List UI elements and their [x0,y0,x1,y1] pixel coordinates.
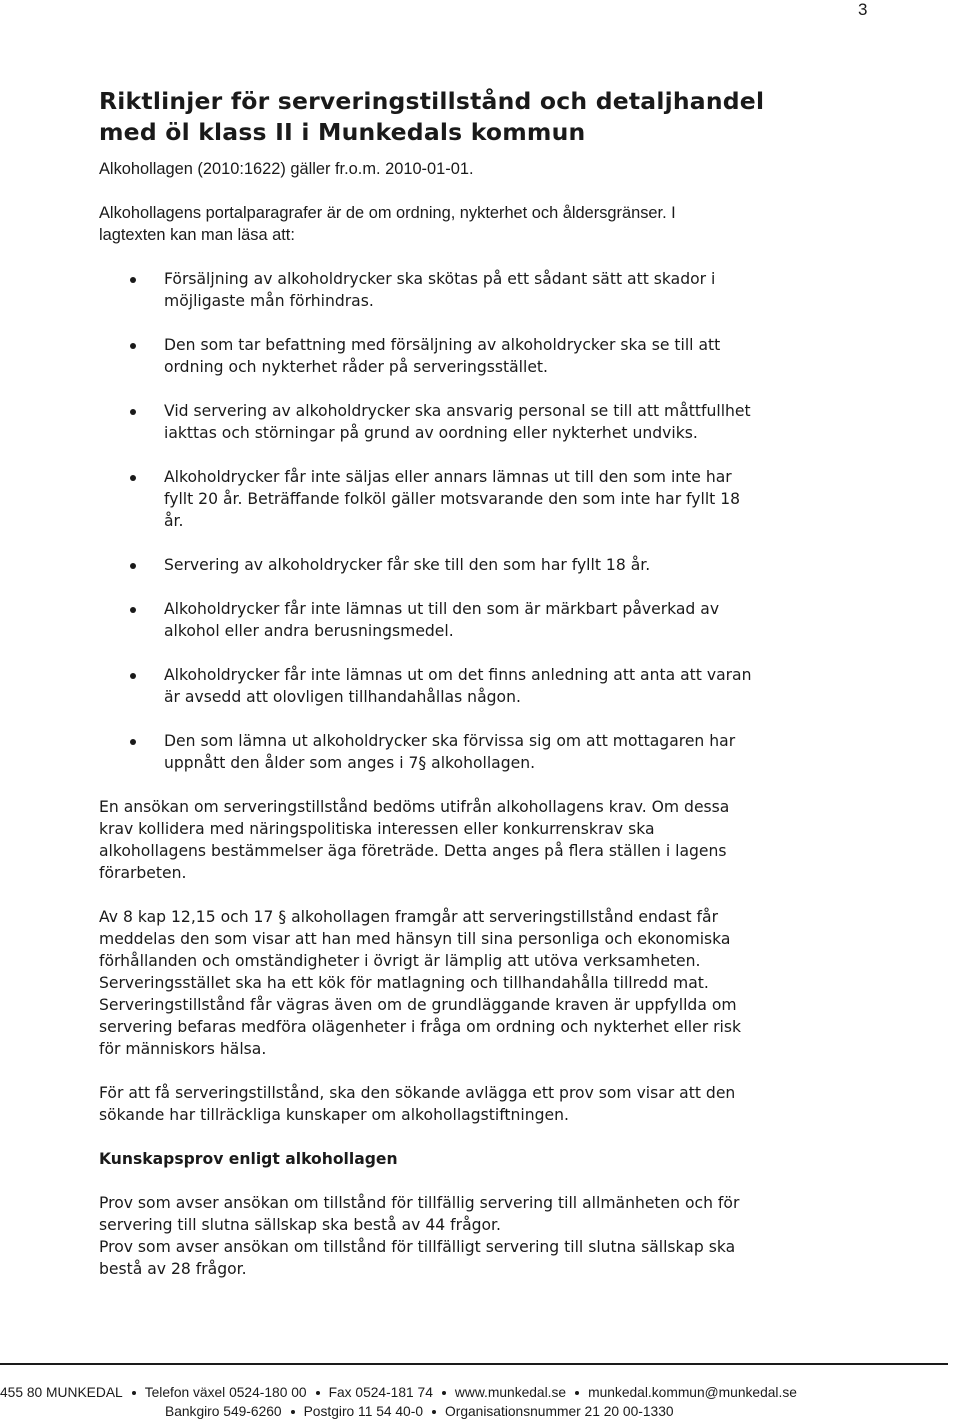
footer-divider [0,1363,948,1365]
text-line: alkohol eller andra berusningsmedel. [164,622,454,640]
document-title [99,86,839,148]
text-line: Alkoholdrycker får inte säljas eller annars lämnas ut till den som inte har [164,468,732,486]
bullet-icon [575,1391,579,1395]
bullet-icon [442,1391,446,1395]
text-line: Alkohollagens portalparagrafer är de om ordning, nykterhet och åldersgränser. I [99,204,676,222]
text-line: meddelas den som visar att han med hänsyn till sina personliga och ekonomiska [99,930,731,948]
text-line: sökande har tillräckliga kunskaper om alkohollagstiftningen. [99,1106,569,1124]
bullet-icon [130,343,136,349]
footer-fax: Fax 0524-181 74 [328,1385,433,1400]
title-line: med öl klass II i Munkedals kommun [99,118,586,146]
list-item [99,554,839,576]
text-line: Prov som avser ansökan om tillstånd för tillfällig servering till allmänheten och för [99,1194,740,1212]
test-details-paragraph [99,1192,839,1280]
text-line: Alkoholdrycker får inte lämnas ut om det finns anledning att anta att varan [164,666,752,684]
application-paragraph [99,796,839,884]
bullet-icon [130,475,136,481]
text-line: möjligaste mån förhindras. [164,292,374,310]
footer-website-link[interactable]: www.munkedal.se [454,1385,567,1400]
bullet-icon [291,1410,295,1414]
text-line: lagtexten kan man läsa att: [99,226,295,244]
text-line: För att få serveringstillstånd, ska den sökande avlägga ett prov som visar att den [99,1084,736,1102]
text-line: förhållanden och omständigheter i övrigt är lämplig att utöva verksamheten. [99,952,701,970]
list-item [99,598,839,642]
text-line: uppnått den ålder som anges i 7§ alkohollagen. [164,754,536,772]
footer-email-link[interactable]: munkedal.kommun@munkedal.se [588,1385,797,1400]
text-line: bestå av 28 frågor. [99,1260,247,1278]
text-line: Prov som avser ansökan om tillstånd för tillfälligt servering till slutna sällskap ska [99,1238,736,1256]
footer-bankgiro: Bankgiro 549-6260 [165,1404,282,1419]
footer-postgiro: Postgiro 11 54 40-0 [303,1404,423,1419]
bullet-icon [316,1391,320,1395]
list-item [99,400,839,444]
bullet-icon [130,673,136,679]
bullet-icon [432,1410,436,1414]
title-line: Riktlinjer för serveringstillstånd och detaljhandel [99,87,765,115]
text-line: En ansökan om serveringstillstånd bedöms utifrån alkohollagens krav. Om dessa [99,798,730,816]
list-item [99,730,839,774]
text-line: fyllt 20 år. Beträffande folköl gäller motsvarande den som inte har fyllt 18 [164,490,741,508]
text-line: Serveringsstället ska ha ett kök för matlagning och tillhandahålla tillredd mat. [99,974,709,992]
bullet-icon [130,563,136,569]
bullet-icon [132,1391,136,1395]
footer-bank-row [165,1403,960,1421]
section-heading: Kunskapsprov enligt alkohollagen [99,1150,398,1168]
text-line: år. [164,512,184,530]
bullet-icon [130,739,136,745]
text-line: servering befaras medföra olägenheter i fråga om ordning och nykterhet eller risk [99,1018,741,1036]
text-line: Vid servering av alkoholdrycker ska ansvarig personal se till att måttfullhet [164,402,751,420]
list-item [99,268,839,312]
text-line: Försäljning av alkoholdrycker ska skötas på ett sådant sätt att skador i [164,270,716,288]
footer-contact-row [0,1384,960,1402]
footer-address: 455 80 MUNKEDAL [0,1385,123,1400]
text-line: ordning och nykterhet råder på serveringsstället. [164,358,548,376]
text-line: iakttas och störningar på grund av oordning eller nykterhet undviks. [164,424,698,442]
list-item [99,466,839,532]
footer-orgnr: Organisationsnummer 21 20 00-1330 [445,1404,674,1419]
law-bullet-list [99,268,839,774]
text-line: för människors hälsa. [99,1040,267,1058]
requirements-paragraph [99,906,839,1060]
text-line: Av 8 kap 12,15 och 17 § alkohollagen framgår att serveringstillstånd endast får [99,908,719,926]
test-requirement-paragraph [99,1082,839,1126]
text-line: alkohollagens bestämmelser äga företräde. Detta anges på flera ställen i lagens [99,842,727,860]
text-line: Serveringstillstånd får vägras även om de grundläggande kraven är uppfyllda om [99,996,737,1014]
intro-law-date: Alkohollagen (2010:1622) gäller fr.o.m. 2010-01-01. [99,160,474,178]
text-line: förarbeten. [99,864,187,882]
text-line: krav kollidera med näringspolitiska interessen eller konkurrenskrav ska [99,820,655,838]
intro-paragraph [99,202,839,246]
text-line: Den som tar befattning med försäljning av alkoholdrycker ska se till att [164,336,721,354]
text-line: Den som lämna ut alkoholdrycker ska förvissa sig om att mottagaren har [164,732,736,750]
text-line: är avsedd att olovligen tillhandahållas någon. [164,688,521,706]
list-item [99,334,839,378]
page-number: 3 [858,0,868,19]
text-line: Servering av alkoholdrycker får ske till den som har fyllt 18 år. [164,556,651,574]
bullet-icon [130,607,136,613]
text-line: Alkoholdrycker får inte lämnas ut till den som är märkbart påverkad av [164,600,720,618]
list-item [99,664,839,708]
text-line: servering till slutna sällskap ska bestå av 44 frågor. [99,1216,501,1234]
bullet-icon [130,409,136,415]
document-body [99,86,839,1280]
bullet-icon [130,277,136,283]
footer-phone: Telefon växel 0524-180 00 [144,1385,307,1400]
